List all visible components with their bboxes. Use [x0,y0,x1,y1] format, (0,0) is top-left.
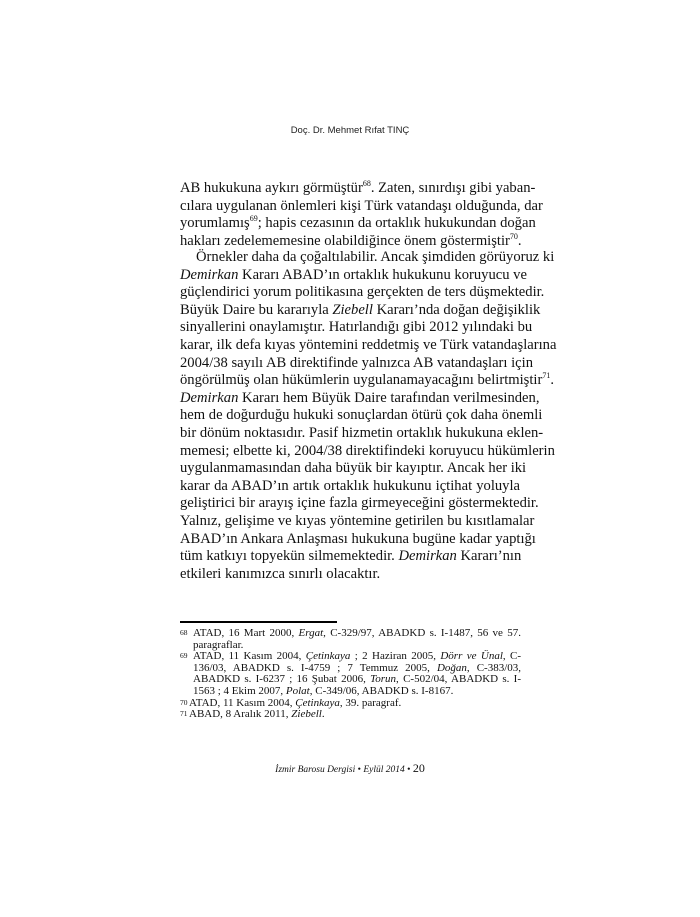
paragraph-2 [180,249,557,583]
text-run: hakları zedelememesine olabildiğince önem göstermiştir [180,232,510,249]
text-line [180,233,520,251]
page-footer [0,761,700,776]
text-line [180,389,540,408]
text-run: , 39. paragraf. [339,696,402,709]
text-run: etkileri kanımızca sınırlı olacaktır. [180,565,381,582]
text-run: cılara uygulanan önlemleri kişi Türk vatandaşı olduğunda, dar [180,197,543,214]
journal-name: İzmir Barosu Dergisi [275,765,356,775]
text-run: memesi; elbette ki, 2004/38 direktifindeki koruyucu hükümlerin [180,442,555,459]
text-run: bir dönüm noktasıdır. Pasif hizmetin ortaklık hukukuna eklen- [180,424,544,441]
footnote-separator [180,621,337,623]
text-run: 2004/38 sayılı AB direktifinde yalnızca AB vatandaşları için [180,354,534,371]
text-run: uygulanmamasından daha büyük bir kayıptır. Ancak her iki [180,460,527,477]
text-run: . Zaten, sınırdışı gibi yaban- [370,180,536,196]
text-run: , C-383/03, [466,661,521,674]
footnote-number: 71 [180,709,188,719]
paragraph-1 [180,179,543,250]
text-run: AB hukukuna aykırı görmüştür [180,180,363,196]
text-line [180,266,527,285]
text-run: Büyük Daire bu kararıyla [180,301,333,318]
text-line [180,214,536,233]
footnote [180,651,521,697]
text-run: ; 2 Haziran 2005, [350,650,441,663]
text-run: , C-349/06, ABADKD s. I-8167. [309,684,454,697]
italic-text: Ergat [298,627,324,639]
footnote-ref: 69 [249,214,258,224]
text-line [180,548,520,566]
text-run: tüm katkıyı topyekün silmemektedir. [180,548,399,565]
footnote-ref: 71 [542,371,551,381]
text-line [180,301,541,320]
text-run: . [550,372,554,389]
text-line [180,424,544,443]
text-line [180,354,534,373]
text-line [180,336,557,355]
text-line [180,407,543,425]
italic-text: Ziebell [332,301,373,318]
text-run: karar, ilk defa kıyas yöntemini reddetmiş ve Türk vatandaşlarına [180,336,557,353]
text-run: ; hapis cezasının da ortaklık hukukundan doğan [257,215,536,232]
text-line [180,284,545,302]
text-run: güçlendirici yorum politikasına gerçekten de ters düşmektedir. [180,284,545,301]
footnotes [180,628,521,721]
text-run: 136/03, ABADKD s. I-4759 ; 7 Temmuz 2005, [193,661,437,674]
text-run: Kararı ABAD’ın ortaklık hukukunu koruyucu ve [238,266,527,283]
text-line [180,512,535,531]
italic-text: Çetinkaya [295,696,340,709]
text-line [180,460,527,478]
text-run: , C-329/97, ABADKD s. I-1487, 56 ve 57. [323,627,521,639]
text-run: geliştirici bir arayış içine fazla girmeyeceğini göstermektedir. [180,495,539,512]
text-run: hem de doğurduğu hukuki sonuçlardan ötürü çok daha önemli [180,407,543,424]
italic-text: Demirkan [180,389,239,406]
footnote-number: 70 [180,697,188,707]
italic-text: Ziebell [291,708,322,721]
text-line [180,566,520,584]
text-line [180,197,543,216]
text-line [180,478,520,496]
footnote-number: 69 [180,651,188,661]
italic-text: Çetinkaya [305,650,351,663]
footnote-ref: 70 [509,231,518,241]
text-run: Kararı’nda doğan değişiklik [372,301,541,318]
text-line [180,530,536,549]
text-run: ATAD, 16 Mart 2000, [193,627,299,639]
italic-text: Dörr ve Ünal [440,650,503,663]
text-line [180,179,536,198]
text-run: Kararı hem Büyük Daire tarafından verilmesinden, [238,389,540,406]
text-run: , C-502/04, ABADKD s. I- [396,673,521,686]
text-run: ATAD, 11 Kasım 2004, [189,696,296,709]
italic-text: Torun [370,673,397,686]
text-run: . [321,708,325,721]
text-run: ATAD, 11 Kasım 2004, [193,650,306,663]
text-run: paragraflar. [193,638,244,651]
text-run: Yalnız, gelişime ve kıyas yöntemine getirilen bu kısıtlamalar [180,512,535,529]
text-line [180,495,539,513]
footnote [180,628,521,651]
text-line [180,319,533,337]
footnote-line [189,709,521,721]
text-run: ABAD, 8 Aralık 2011, [189,708,292,721]
italic-text: Demirkan [180,266,239,283]
issue-date: Eylül 2014 [363,765,405,775]
text-run: 1563 ; 4 Ekim 2007, [193,684,286,697]
footnote-number: 68 [180,628,188,637]
italic-text: Doğan [436,661,467,674]
page-number: 20 [412,761,425,775]
footer-separator: • [357,765,361,775]
text-line [180,442,555,461]
italic-text: Polat [285,684,310,697]
text-run: Kararı’nın [456,548,522,565]
text-line [180,371,554,390]
text-run: ABAD’ın Ankara Anlaşması hukukuna bugüne kadar yaptığı [180,530,536,547]
text-run: öngörülmüş olan hükümlerin uygulanamayacağını belirtmiştir [180,372,543,389]
text-run: ABADKD s. I-6237 ; 16 Şubat 2006, [193,673,371,686]
text-line [180,249,555,267]
text-run: , C- [502,650,521,663]
text-run: sinyallerini onaylamıştır. Hatırlandığı gibi 2012 yılındaki bu [180,319,533,336]
text-run: yorumlamış [180,215,250,232]
footnote [180,709,521,721]
italic-text: Demirkan [398,548,457,565]
footnote-ref: 68 [362,179,371,188]
text-run: karar da ABAD’ın artık ortaklık hukukunu içtihat yoluyla [180,477,520,494]
footer-separator: • [407,765,411,775]
text-run: Örnekler daha da çoğaltılabilir. Ancak şimdiden görüyoruz ki [196,249,555,265]
text-run: . [517,232,522,249]
running-header: Doç. Dr. Mehmet Rıfat TINÇ [290,125,410,136]
